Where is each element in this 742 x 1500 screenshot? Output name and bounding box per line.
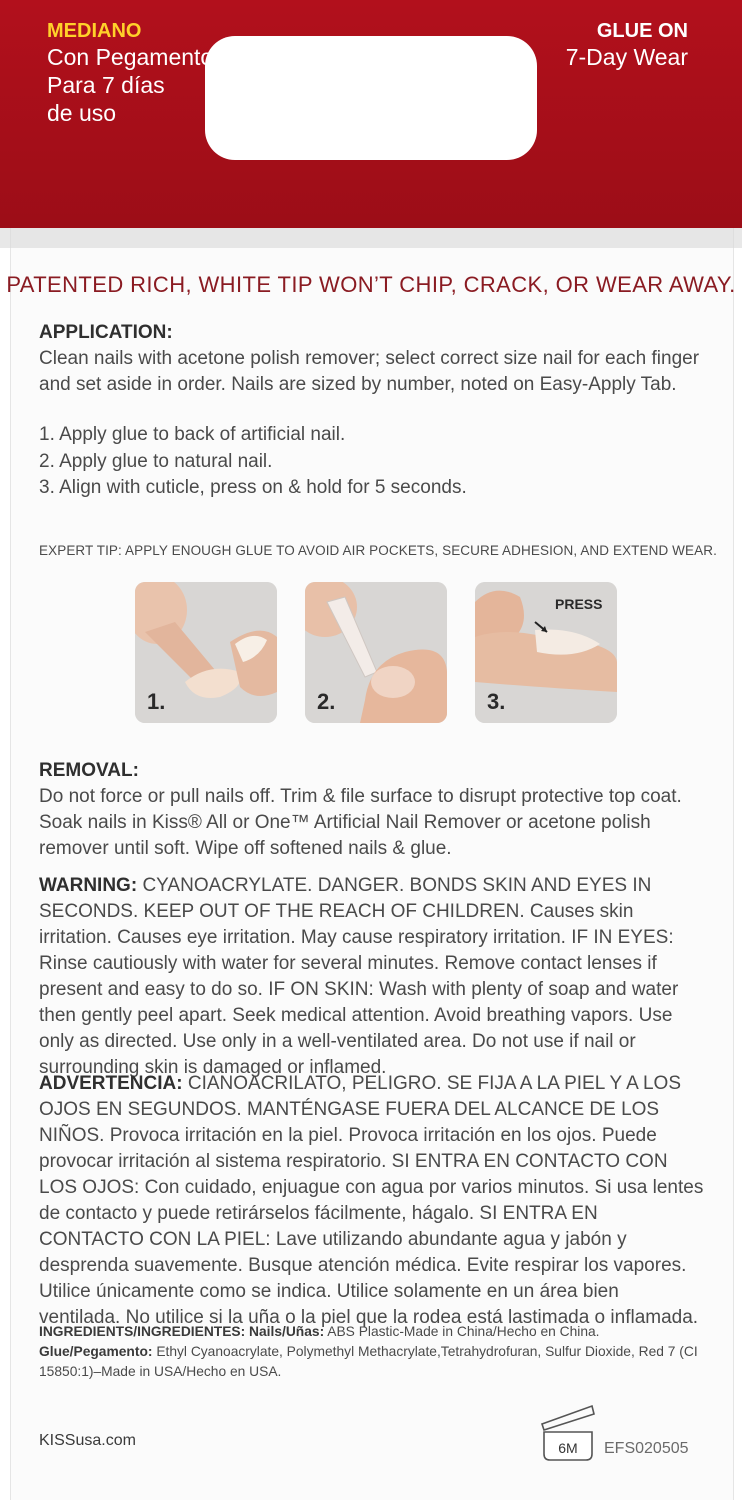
header-left-line: Con Pegamento [47,44,214,70]
ingredients [39,1322,709,1382]
step-photo-label: 1. [147,689,166,714]
warning-text: CYANOACRYLATE. DANGER. BONDS SKIN AND EYES IN SECONDS. KEEP OUT OF THE REACH OF CHILDREN. Causes skin irritation. Causes eye irritation. May cause respiratory irritation. IF IN EYES: Rinse cautiously with water for several minutes. Remove contact lenses if present and easy to do so. IF ON SKIN: Wash with plenty of soap and water then gently peel apart. Seek medical attention. Avoid breathing vapors. Use only as directed. Use only in a well-ventilated area. Do not use if nail or surrounding skin is damaged or inflamed. [39,875,679,1078]
warning-title: WARNING: [39,875,138,896]
step-photo-2 [305,582,447,723]
step-photo-3 [475,582,617,723]
product-code: EFS020505 [604,1440,689,1457]
step-item: 1. Apply glue to back of artificial nail. [39,424,346,445]
wear-duration-label: 7-Day Wear [565,44,688,70]
application-steps [39,422,467,502]
step-photo-label: 3. [487,689,506,714]
removal-title: REMOVAL: [39,760,139,781]
advertencia-title: ADVERTENCIA: [39,1073,183,1094]
fold-shadow [0,228,742,248]
advertencia-text: CIANOACRILATO, PELIGRO. SE FIJA A LA PIEL Y A LOS OJOS EN SEGUNDOS. MANTÉNGASE FUERA DEL ALCANCE DE LOS NIÑOS. Provoca irritación en la piel. Provoca irritación en los ojos. Puede provocar irritación al sistema respiratorio. SI ENTRA EN CONTACTO CON LOS OJOS: Con cuidado, enjuague con agua por varios minutos. Si usa lentes de contacto y puede retirárselos fácilmente, hágalo. SI ENTRA EN CONTACTO CON LA PIEL: Lave utilizando abundante agua y jabón y desprenda suavemente. Busque atención médica. Evite respirar los vapores. Utilice únicamente como se indica. Utilice solamente en un área bien ventilada. No utilice si la uña o la piel que la rodea está lastimada o inflamada. [39,1073,704,1328]
website-url: KISSusa.com [39,1432,136,1449]
step-item: 3. Align with cuticle, press on & hold for 5 seconds. [39,477,467,498]
nails-ingredients: ABS Plastic-Made in China/Hecho en China. [327,1324,600,1339]
header-left-line: Para 7 días [47,72,165,98]
glue-ingredients: Ethyl Cyanoacrylate, Polymethyl Methacrylate,Tetrahydrofuran, Sulfur Dioxide, Red 7 (CI 15850:1)–Made in USA/Hecho en USA. [39,1344,698,1379]
tagline: PATENTED RICH, WHITE TIP WON’T CHIP, CRACK, OR WEAR AWAY. [6,272,736,297]
step-photo-1 [135,582,277,723]
application-section [39,320,704,398]
removal-text: Do not force or pull nails off. Trim & file surface to disrupt protective top coat. Soak nails in Kiss® All or One™ Artificial Nail Remover or acetone polish remover until soft. Wipe off softened nails & glue. [39,786,682,859]
application-title: APPLICATION: [39,322,173,343]
header-left [47,20,213,127]
package-header [0,0,742,228]
press-callout: PRESS [555,596,603,612]
warning-section [39,873,704,1081]
glue-on-label: GLUE ON [596,20,688,42]
size-label: MEDIANO [47,20,142,42]
advertencia-section [39,1071,704,1331]
glue-label: Glue/Pegamento: [39,1344,153,1359]
hang-tab-cutout [205,36,537,160]
removal-section [39,758,704,862]
step-photo-label: 2. [317,689,336,714]
header-left-line: de uso [47,100,117,126]
pao-jar-icon [536,1400,600,1464]
expert-tip: EXPERT TIP: APPLY ENOUGH GLUE TO AVOID AIR POCKETS, SECURE ADHESION, AND EXTEND WEAR. [39,543,717,558]
step-item: 2. Apply glue to natural nail. [39,450,273,472]
pao-label: 6M [558,1440,578,1456]
header-right [566,20,688,71]
ingredients-label: INGREDIENTS/INGREDIENTES: Nails/Uñas: [39,1324,325,1339]
application-text: Clean nails with acetone polish remover; select correct size nail for each finger and set aside in order. Nails are sized by number, noted on Easy-Apply Tab. [39,348,700,395]
